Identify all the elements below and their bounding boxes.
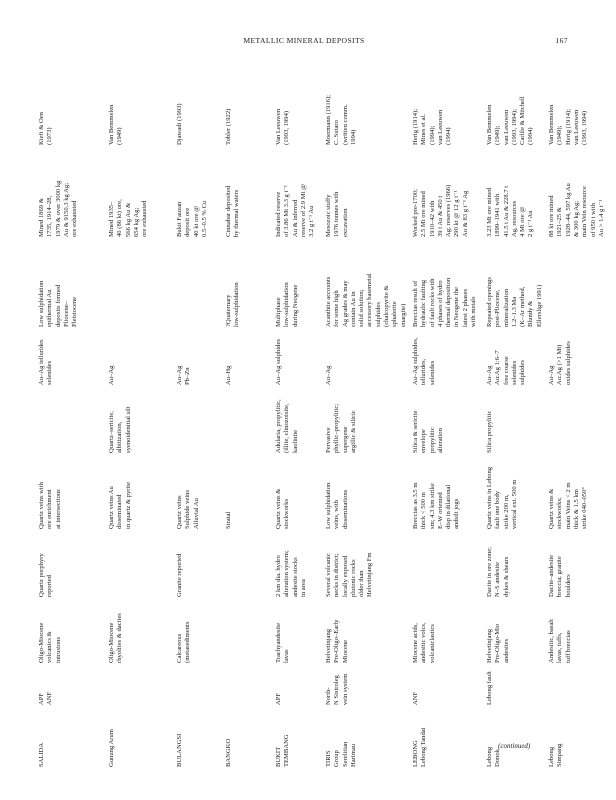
cell-structure: North- N Sistroleg vein system (325, 673, 349, 705)
cell-genesis (106, 240, 174, 330)
table-row (36, 70, 106, 770)
cell-production: Mined 1869 & 1735, 1914–28, 1979 & over 3000 kg Au & 9150.3 kg Ag; ore exhausted (38, 180, 79, 237)
table-row (410, 70, 484, 770)
cell-references: Van Bemmelen (1949); Herig (1914); van Leeuwen (1993, 1994) (548, 104, 589, 145)
cell-references: Djawadi (1993) (176, 103, 183, 145)
cell-host-rocks: Miocene acids, andesitic volcs, volcaniclastics (411, 622, 436, 663)
cell-district: BULANGSI (176, 733, 183, 767)
cell-host-rocks: Andesitic, basalt lavas, tuffs, tuff breccias (548, 619, 572, 663)
cell-mineralogy: Au–Ag tellurides selenides (38, 339, 54, 385)
cell-district: BANGKO (225, 738, 232, 767)
cell-district: TIRIS Group Serelitian Harimau (325, 741, 357, 767)
cell-ore-bodies: Quartz veins & stockworks (275, 488, 291, 529)
cell-production: Worked pre-1700; 2.5 Mt ore mined 1910–42 with 39 t Au & 450 t Ag; reserves (1966) 290 kt @ 12 g t⁻¹ Au & 83 g t⁻¹ Ag (411, 184, 469, 237)
cell-structure: ANF (411, 691, 419, 705)
page-header (40, 36, 568, 52)
cell-genesis: Acanthite accounts for some high Ag grades & may contain Au in solid solution; accessory basemetal sulphides (chalcopyrite & sphalerite enargite) (325, 273, 407, 327)
cell-alteration: Silica propylitic (485, 410, 493, 453)
cell-mineralogy: Au–Hg (225, 365, 232, 385)
cell-genesis (546, 240, 616, 330)
cell-district: SALIDA (38, 742, 45, 767)
cell-genesis: Breccias result of hydraulic faulting of fault rocks with 4 phases of hydro thermal deposition in Neogene the latest 2 phases with metals (411, 277, 478, 327)
table-row (546, 70, 616, 770)
cell-intrusives: 2 km dia. hydro alteration system; andesite stocks in area (275, 550, 307, 597)
cell-host-rocks: Calcareous (metasediments (176, 621, 192, 663)
running-title: METALLIC MINERAL DEPOSITS (243, 36, 365, 45)
cell-intrusives: Granite reported (176, 553, 183, 597)
cell-district: Lebong Donok (485, 746, 502, 767)
cell-host-rocks: Helvetinjang Pre-Oligo-Mio andesites (485, 623, 510, 663)
cell-ore-bodies: Quartz veins Sulphide veins Alluvial Au (176, 489, 200, 529)
cell-mineralogy: Au–Ag Au:Ag (>1 Mt) oxides sulphides (548, 341, 572, 385)
cell-references: Van Bemmelen (1949); van Leeuwen (1993, 1994); Carlile & Mitchell (1994) (485, 96, 535, 145)
cell-production: Mined 1935– 40 (86 kt) ore, 566 kg Au & 654 kg Ag; ore exhausted (108, 199, 149, 237)
cell-host-rocks: Helvetinjang Pre-Oligo–Early Miocene (325, 619, 349, 663)
cell-references: Moermann (1916); C. Sutaro (written comm. 1994) (325, 95, 357, 145)
cell-intrusives (106, 532, 174, 600)
cell-ore-bodies: Breccias as 3.5 m thick < 500 m sm; 4.3 km strike E–W oriented disp in dilational andsilt jogs (411, 482, 461, 529)
cell-ore-bodies: Quartz veins & stockworks; main Veins < 2 m thick & 1.5 km strike 040–050° (548, 482, 589, 529)
cell-alteration (546, 388, 616, 456)
page-number: 167 (555, 36, 568, 45)
cell-references: Van Bemmelen (1949) (108, 104, 124, 145)
cell-genesis: Multiphase low-sulphidation during Neogene (275, 282, 299, 327)
cell-ore-bodies: Low sulphidation veins, with disseminations (325, 482, 349, 529)
cell-ore-bodies: Quartz veins Au disseminated in quartz & pyrite (108, 481, 132, 529)
cell-mineralogy: Au–Ag sulphides (275, 339, 282, 385)
cell-intrusives: Dacite–andesite breccia; granite boulders (548, 554, 572, 597)
cell-genesis: Repeated openings post-Pliocene, mineralization 1.2–1.3 Ma (K–Ar method, Blundy & Ellerslige 1991) (485, 277, 543, 327)
cell-mineralogy: Au–Ag (325, 365, 332, 385)
cell-alteration: Silica & sericite envelope propylitic alteration (411, 410, 444, 453)
cell-production: Indicated reserve of 3.86 Mt 3.3 g t⁻¹ Au & inferred reserve of 2.9 Mt @ 3.2 g t⁻¹ Au (275, 183, 316, 237)
cell-references: Van Leeuwen (1993, 1994) (275, 108, 291, 145)
rotated-table-area (36, 70, 605, 770)
table-row (484, 70, 546, 770)
cell-structure: Lebong fault (485, 671, 493, 705)
cell-production: 3.23 Mt ore mined 1899–1941 with 41.5 t Au & 228.7 t Ag, resources 4 Mt ore @ 2 g t⁻¹ Au (485, 185, 535, 237)
table-row (174, 70, 223, 770)
cell-structure (106, 666, 174, 708)
cell-genesis (174, 240, 223, 330)
table-row (273, 70, 323, 770)
cell-structure (223, 666, 273, 708)
cell-alteration (174, 388, 223, 456)
table-content (36, 70, 605, 770)
cell-intrusives: Quartz porphyry reported (38, 553, 54, 597)
cell-references: Herig (1914); Mines et al. (1994); van Leeuwen (1994) (411, 108, 453, 145)
cell-alteration: Quartz–sericite, albitization, syenoidenitial silt (108, 406, 132, 453)
cell-mineralogy: Au–Ag (108, 365, 115, 385)
cell-intrusives: Dacite in ore zone; N–S andesite dykes & shears (485, 547, 510, 597)
cell-alteration (223, 388, 273, 456)
cell-production: Mesozoic stuffy 1976 tonnes with excavation (325, 191, 349, 237)
cell-ore-bodies: Quartz veins with ore enrichment at intersections (38, 482, 62, 529)
cell-genesis: ?Quaternary low-sulphidation (225, 282, 241, 327)
cell-alteration: Pervasive phyllic–propylitic; supergene argillic & silicic (325, 403, 357, 453)
cell-ore-bodies: Stratal (225, 511, 232, 529)
cell-mineralogy: Au–Ag Au:Ag 1:6–7 free coarse selenides sulphides (485, 350, 527, 385)
cell-production: 88 kt ore mined 1921–25 & 1928–44, 597 kg Au & 300 kg Ag; main Vein resource of 950 t with Au > 1.4 g t⁻¹ (548, 183, 605, 237)
cell-alteration (36, 388, 106, 456)
cell-structure: APF (275, 692, 282, 705)
cell-references: Tobler (1922) (225, 108, 232, 145)
cell-host-rocks: Oligo-Miocene rhyolites & dacites (108, 613, 124, 663)
cell-references: Kieft & Oen (1973) (38, 112, 54, 145)
cell-district: LEBONG Lebong Tandai (411, 727, 428, 767)
cell-structure: APF ANF (38, 691, 54, 705)
cell-district: Gunung Arum (108, 729, 115, 767)
cell-alteration: Adularia, propylitic, (illite, clinozoisite, kaolinite (275, 399, 299, 453)
cell-structure (174, 666, 223, 708)
cell-genesis: Low sulphidation epithermal Au deposits formed Pliocene– Pleistocene (38, 280, 79, 327)
cell-structure (546, 666, 616, 708)
continued-note: (continued) (498, 742, 531, 750)
table-row (106, 70, 174, 770)
table-row (223, 70, 273, 770)
deposits-table (36, 70, 616, 770)
cell-production: Cinnabar deposited by thermal waters (225, 185, 241, 237)
cell-mineralogy: Au–Ag Pb–Zn (176, 365, 192, 385)
table-row (323, 70, 410, 770)
cell-production: Bukit Fauzan deposit ore 40 kt ore @ 0.5–0.5 % Cu (176, 200, 208, 237)
cell-district: Lebong Simpang (548, 743, 564, 767)
cell-host-rocks (223, 600, 273, 666)
cell-host-rocks: Trachyandesite lavas (275, 622, 291, 663)
cell-intrusives (410, 532, 484, 600)
cell-intrusives: Several volcanic necks in district; locally exposed plutonic rocks older than Helvetinjang Fm (325, 552, 374, 597)
cell-intrusives (223, 532, 273, 600)
cell-ore-bodies: Quartz veins in Lebong fault one body strike 200 m, vertical ext. 500 m (485, 466, 518, 529)
cell-mineralogy: Au–Ag sulphides, tellurides, selenides (411, 337, 436, 385)
cell-host-rocks: Oligo-Miocene volcanics & intrusions (38, 622, 62, 663)
cell-district: BUKIT TEMBANG (275, 734, 291, 767)
